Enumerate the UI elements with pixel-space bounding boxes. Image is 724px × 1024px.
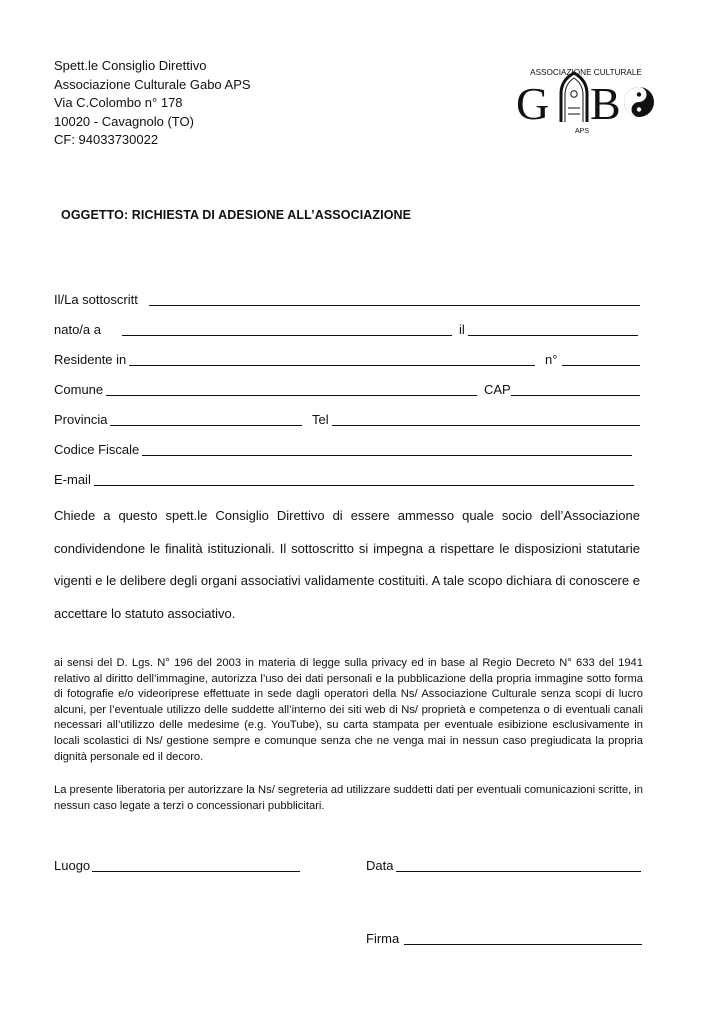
request-paragraph: Chiede a questo spett.le Consiglio Direttivo di essere ammesso quale socio dell’Associazione condividendone le finalità istituzionali. Il sottoscritto si impegna a rispettare le disposizioni statutarie vigenti e le delibere degli organi associativi validamente costituiti. A tale scopo dichiara di conoscere e accettare lo statuto associativo. <box>54 508 640 621</box>
data-nascita-field[interactable] <box>468 335 638 336</box>
address-line: CF: 94033730022 <box>54 132 159 147</box>
recipient-address <box>54 57 251 150</box>
address-line: Associazione Culturale Gabo APS <box>54 76 251 92</box>
comune-label: Comune <box>54 382 104 397</box>
provincia-field[interactable] <box>110 425 302 426</box>
codice-fiscale-label: Codice Fiscale <box>54 442 140 457</box>
data-field[interactable] <box>396 871 641 872</box>
address-line: 10020 - Cavagnolo (TO) <box>54 113 194 129</box>
privacy-paragraph: ai sensi del D. Lgs. N° 196 del 2003 in materia di legge sulla privacy ed in base al Regio Decreto N° 633 del 1941 relativo al diritto dell’immagine, autorizza l’uso dei dati personali e la pubblicazione della propria immagine sotto forma di fotografie e/o videoriprese effettuate in sede dagli operatori della Ns/ Associazione Culturale senza scopi di lucro alcuni, per l’eventuale utilizzo delle suddette all’interno dei siti web di Ns/ proprietà e competenza o di eventuali canali necessari all’utilizzo delle medesime (e.g. YouTube), su carta stampata per eventuale esibizione esclusivamente in locali scolastici di Ns/ gestione sempre e comunque senza che ne venga mai in nessun caso pregiudicata la propria dignità personale ed il decoro. <box>54 657 643 763</box>
row-provincia <box>54 410 640 430</box>
sottoscritto-label: Il/La sottoscritt <box>54 292 138 307</box>
sottoscritto-field[interactable] <box>149 305 640 306</box>
logo-arch-icon <box>561 73 587 122</box>
tel-field[interactable] <box>332 425 640 426</box>
cap-field[interactable] <box>511 395 640 396</box>
logo-top-text: ASSOCIAZIONE CULTURALE <box>530 68 642 77</box>
nato-label: nato/a a <box>54 322 101 337</box>
row-sottoscritto <box>54 290 640 310</box>
luogo-field[interactable] <box>92 871 300 872</box>
comune-field[interactable] <box>106 395 477 396</box>
provincia-label: Provincia <box>54 412 108 427</box>
row-comune <box>54 380 640 400</box>
cap-label: CAP <box>484 382 511 397</box>
firma-row <box>366 929 642 949</box>
firma-label: Firma <box>366 931 400 946</box>
tel-label: Tel <box>312 412 329 427</box>
address-line: Spett.le Consiglio Direttivo <box>54 58 207 73</box>
address-line: Via C.Colombo n° 178 <box>54 95 183 110</box>
liberatoria-paragraph: La presente liberatoria per autorizzare la Ns/ segreteria ad utilizzare suddetti dati per eventuali comunicazioni scritte, in nessun caso legate a terzi o concessionari pubblicitari. <box>54 784 643 812</box>
data-row <box>366 856 641 876</box>
numero-civico-field[interactable] <box>562 365 640 366</box>
email-field[interactable] <box>94 485 634 486</box>
row-nascita <box>54 320 640 340</box>
row-residenza <box>54 350 640 370</box>
logo-sub-text: APS <box>574 128 590 135</box>
firma-field[interactable] <box>404 944 642 945</box>
logo-letter-b: B <box>590 78 621 129</box>
subject-line: OGGETTO: RICHIESTA DI ADESIONE ALL’ASSOCIAZIONE <box>61 208 412 222</box>
data-label: Data <box>366 858 394 873</box>
row-codice-fiscale <box>54 440 640 460</box>
luogo-row <box>54 856 300 876</box>
indirizzo-field[interactable] <box>129 365 535 366</box>
logo-letter-g: G <box>516 78 550 129</box>
association-logo <box>516 64 656 136</box>
residente-label: Residente in <box>54 352 127 367</box>
row-email <box>54 470 640 490</box>
codice-fiscale-field[interactable] <box>142 455 632 456</box>
luogo-label: Luogo <box>54 858 91 873</box>
email-label: E-mail <box>54 472 91 487</box>
numero-label: n° <box>545 352 558 367</box>
luogo-nascita-field[interactable] <box>122 335 452 336</box>
il-label: il <box>459 322 465 337</box>
logo-yinyang-icon <box>624 87 654 117</box>
